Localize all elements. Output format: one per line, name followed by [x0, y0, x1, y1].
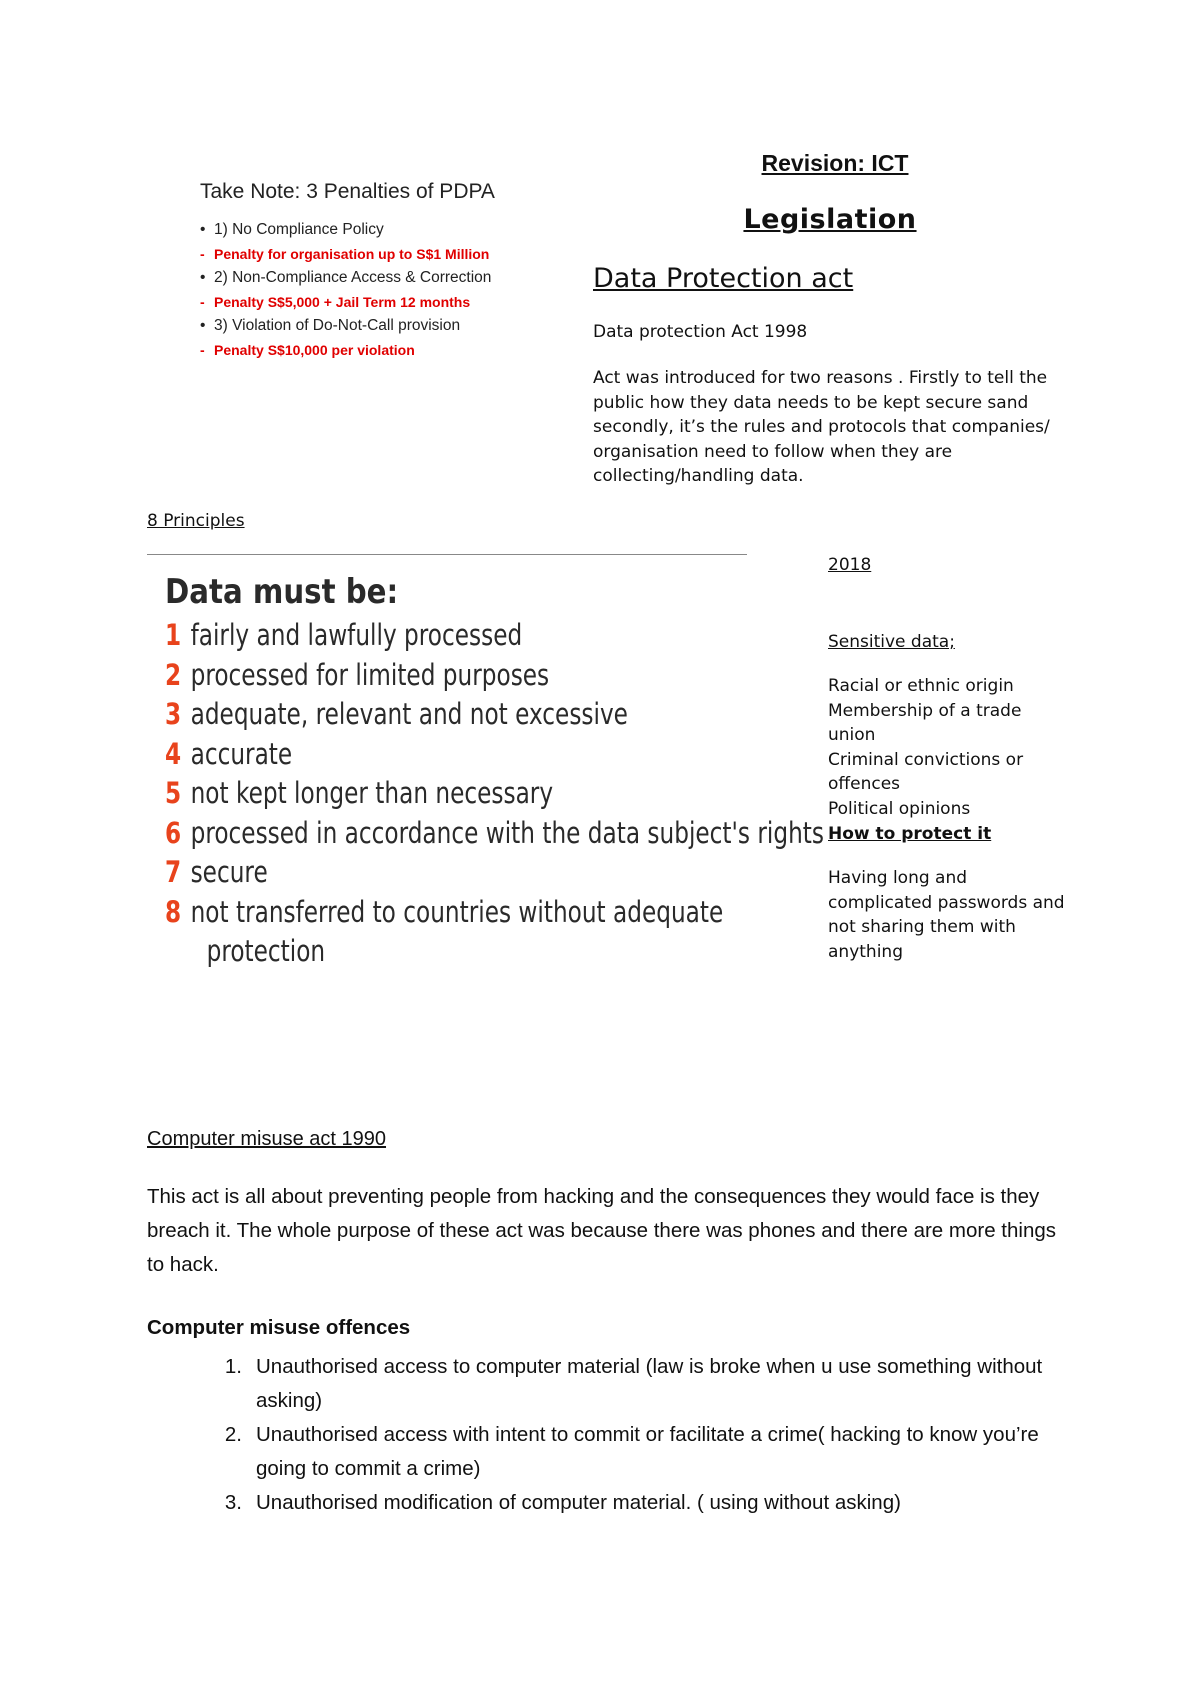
- offence-text: Unauthorised modification of computer material. ( using without asking): [256, 1491, 901, 1514]
- offence-item: [147, 1418, 1067, 1486]
- sensitive-data-label: Sensitive data;: [828, 632, 955, 652]
- year-label: 2018: [828, 555, 872, 575]
- how-to-protect-label: How to protect it: [828, 824, 992, 844]
- principle-number: 1: [165, 618, 182, 652]
- penalty-line: [200, 338, 600, 362]
- principle-text: accurate: [190, 736, 293, 771]
- penalty-text: 2) Non-Compliance Access & Correction: [214, 269, 492, 286]
- computer-misuse-heading: Computer misuse act 1990: [147, 1128, 387, 1150]
- computer-misuse-body: This act is all about preventing people from hacking and the consequences they would face is they breach it. The whole purpose of these act was because there was phones and there are more things to hack.: [147, 1185, 1057, 1276]
- penalty-line: [200, 290, 600, 314]
- principle-text: processed in accordance with the data subject's rights: [190, 815, 824, 850]
- principle-item: [165, 735, 693, 775]
- principle-number: 2: [165, 657, 182, 692]
- offences-heading: Computer misuse offences: [147, 1316, 411, 1339]
- principle-item: [165, 814, 824, 854]
- legislation-title: Legislation: [743, 204, 917, 235]
- principle-item: [165, 695, 693, 735]
- principle-number: 7: [165, 855, 182, 889]
- offence-text: Unauthorised access with intent to commit or facilitate a crime( hacking to know you’re going to commit a crime): [256, 1423, 1039, 1480]
- data-must-be-image: [165, 572, 825, 972]
- penalty-line: [200, 218, 600, 242]
- penalty-marker: •: [200, 221, 206, 238]
- penalty-text: 3) Violation of Do-Not-Call provision: [214, 317, 461, 334]
- penalty-marker: •: [200, 269, 206, 286]
- penalty-text: Penalty for organisation up to S$1 Million: [214, 246, 490, 262]
- penalty-line: [200, 314, 600, 338]
- principle-item: [165, 656, 693, 696]
- principle-text: fairly and lawfully processed: [190, 618, 523, 652]
- principle-text: not kept longer than necessary: [190, 776, 554, 810]
- principle-number: 8: [165, 894, 182, 929]
- penalty-text: Penalty S$10,000 per violation: [214, 342, 415, 358]
- principle-item: [165, 616, 693, 656]
- principle-text: secure: [190, 855, 268, 889]
- penalty-marker: •: [200, 317, 206, 334]
- data-must-be-title: Data must be:: [165, 572, 399, 612]
- pdpa-penalties-image: [200, 180, 600, 362]
- sensitive-data-item: Political opinions: [828, 798, 971, 819]
- offence-number: 3.: [224, 1491, 242, 1514]
- offences-list: [147, 1350, 1067, 1520]
- divider-line: [147, 554, 747, 555]
- sensitive-data-item: Membership of a trade union: [828, 700, 1022, 745]
- sensitive-data-item: Racial or ethnic origin: [828, 676, 1014, 696]
- principle-item: [165, 893, 724, 933]
- principle-text: adequate, relevant and not excessive: [190, 697, 628, 731]
- offence-number: 2.: [224, 1423, 242, 1446]
- principles-list: [165, 616, 825, 972]
- offence-item: [147, 1350, 1067, 1418]
- penalties-title: Take Note: 3 Penalties of PDPA: [200, 180, 495, 203]
- how-to-protect-body: Having long and complicated passwords and not sharing them with anything: [828, 868, 1065, 962]
- principle-number: 3: [165, 697, 182, 731]
- principle-text: not transferred to countries without adequate: [190, 894, 724, 929]
- principle-number: 6: [165, 815, 182, 850]
- offence-item: [147, 1486, 1067, 1520]
- principles-label: 8 Principles: [147, 511, 245, 531]
- principle-number: 4: [165, 736, 182, 771]
- revision-title: Revision: ICT: [761, 150, 909, 176]
- penalties-list: [200, 218, 600, 362]
- offence-number: 1.: [224, 1355, 242, 1378]
- penalty-line: [200, 242, 600, 266]
- offence-text: Unauthorised access to computer material (law is broke when u use something without asking): [256, 1355, 1043, 1412]
- principle-number: 5: [165, 776, 182, 810]
- penalty-text: Penalty S$5,000 + Jail Term 12 months: [214, 294, 471, 310]
- data-protection-subtitle: Data protection Act 1998: [593, 322, 808, 342]
- penalty-text: 1) No Compliance Policy: [214, 221, 384, 238]
- principle-item: [165, 853, 693, 893]
- sensitive-data-item: Criminal convictions or offences: [828, 749, 1024, 794]
- penalty-line: [200, 266, 600, 290]
- data-protection-body: Act was introduced for two reasons . Firstly to tell the public how they data needs to be kept secure sand secondly, it’s the rules and protocols that companies/ organisation need to follow when they are collecting/handling data.: [593, 368, 1050, 486]
- sensitive-data-list: [828, 674, 1068, 821]
- penalty-marker: -: [200, 342, 205, 358]
- data-protection-heading: Data Protection act: [593, 263, 854, 294]
- principle-item: [165, 774, 693, 814]
- penalty-marker: -: [200, 294, 205, 310]
- principle-text: processed for limited purposes: [190, 657, 550, 692]
- principle-text-continued: protection: [206, 934, 326, 968]
- penalty-marker: -: [200, 246, 205, 262]
